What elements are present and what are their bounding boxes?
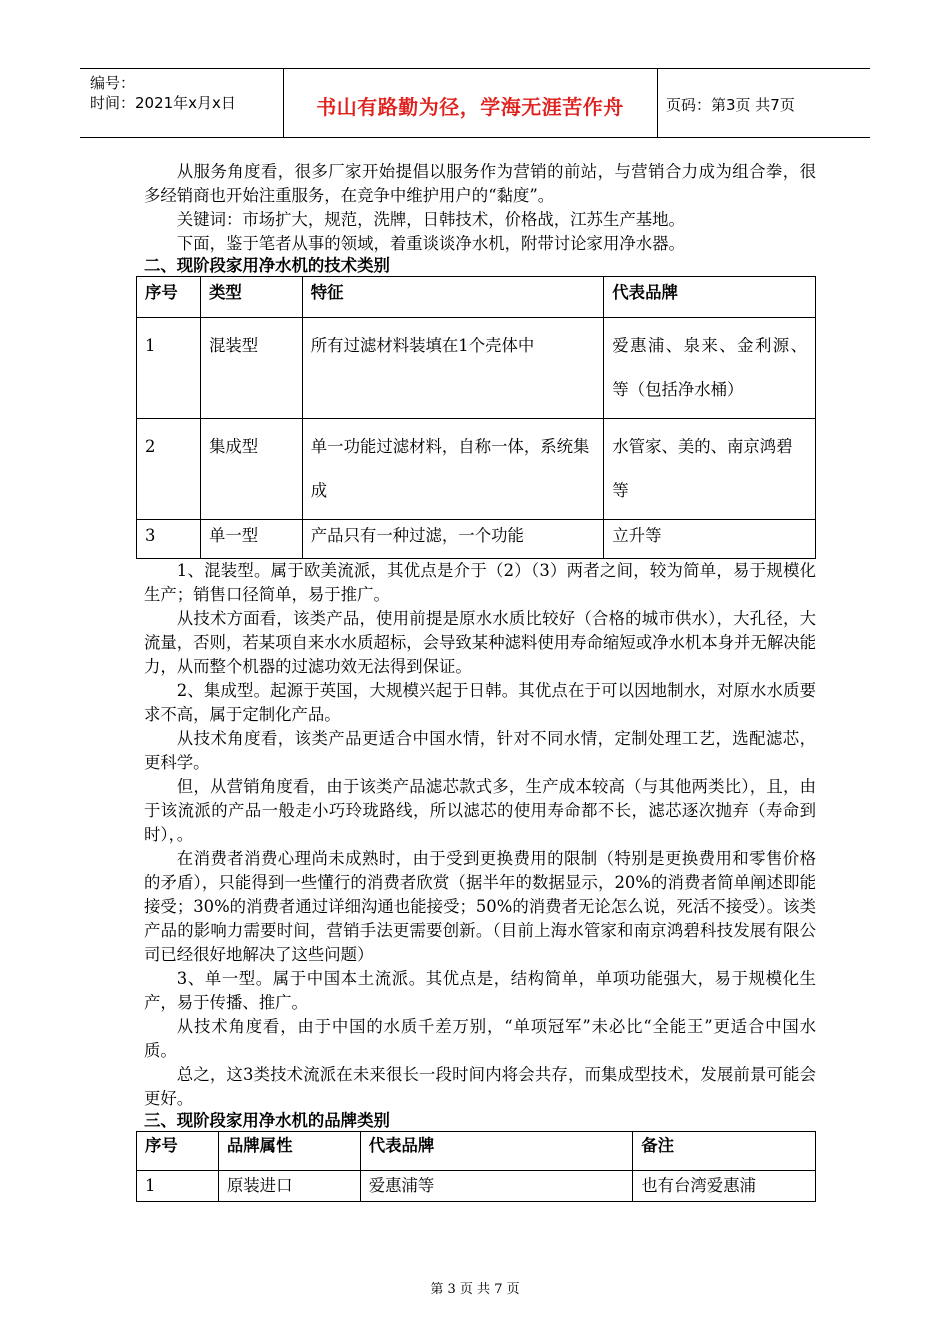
brand-table (136, 1131, 816, 1202)
table-row (137, 520, 816, 559)
tech-table (136, 276, 816, 559)
document-body (144, 160, 816, 1202)
table-row (137, 1171, 816, 1202)
paragraph: 从技术方面看，该类产品，使用前提是原水水质比较好（合格的城市供水），大孔径，大流量，否则，若某项自来水水质超标，会导致某种滤料使用寿命缩短或净水机本身并无解决能力，从而整个机器的过滤功效无法得到保证。 (144, 609, 817, 676)
time-label: 时间：2021年x月x日 (90, 94, 236, 112)
table-cell: 2 (137, 419, 201, 520)
table-header-cell: 品牌属性 (218, 1132, 360, 1171)
header-page-cell (658, 69, 870, 137)
table-row (137, 318, 816, 419)
paragraph: 从服务角度看，很多厂家开始提倡以服务作为营销的前站，与营销合力成为组合拳，很多经销商也开始注重服务，在竞争中维护用户的“黏度”。 (144, 162, 816, 205)
page-footer: 第 3 页 共 7 页 (430, 1282, 520, 1297)
paragraph: 在消费者消费心理尚未成熟时，由于受到更换费用的限制（特别是更换费用和零售价格的矛盾），只能得到一些懂行的消费者欣赏（据半年的数据显示，20%的消费者简单阐述即能接受；30%的消费者通过详细沟通也能接受；50%的消费者无论怎么说，死活不接受）。该类产品的影响力需要时间，营销手法更需要创新。（目前上海水管家和南京鸿碧科技发展有限公司已经很好地解决了这些问题） (144, 849, 816, 964)
table-cell: 1 (137, 318, 201, 419)
page-label: 页码：第3页 共7页 (666, 96, 795, 114)
paragraph: 但，从营销角度看，由于该类产品滤芯款式多，生产成本较高（与其他两类比），且，由于该流派的产品一般走小巧玲珑路线，所以滤芯的使用寿命都不长，滤芯逐次抛弃（寿命到时），。 (144, 777, 816, 844)
table-cell: 水管家、美的、南京鸿碧等 (604, 419, 816, 520)
code-label: 编号： (90, 74, 136, 92)
table-row (137, 419, 816, 520)
table-header-cell: 备注 (633, 1132, 816, 1171)
header-meta-cell (80, 69, 284, 137)
header-motto-cell (283, 69, 658, 137)
table-cell: 混装型 (200, 318, 302, 419)
section-title: 二、现阶段家用净水机的技术类别 (144, 256, 390, 275)
table-header-row (137, 277, 816, 318)
paragraph: 下面，鉴于笔者从事的领域，着重谈谈净水机，附带讨论家用净水器。 (176, 234, 685, 253)
table-cell: 集成型 (200, 419, 302, 520)
table-cell: 所有过滤材料装填在1个壳体中 (302, 318, 604, 419)
section-title: 三、现阶段家用净水机的品牌类别 (144, 1111, 390, 1130)
table-cell: 1 (137, 1171, 219, 1202)
paragraph: 关键词：市场扩大，规范，洗牌，日韩技术，价格战，江苏生产基地。 (176, 210, 685, 229)
table-header-cell: 类型 (200, 277, 302, 318)
table-cell: 立升等 (604, 520, 816, 559)
paragraph: 从技术角度看，由于中国的水质千差万别，“单项冠军”未必比“全能王”更适合中国水质。 (144, 1017, 816, 1060)
table-header-cell: 序号 (137, 1132, 219, 1171)
table-cell: 3 (137, 520, 201, 559)
table-cell: 爱惠浦、泉来、金利源、等（包括净水桶） (604, 318, 816, 419)
motto: 书山有路勤为径，学海无涯苦作舟 (316, 95, 624, 119)
table-header-row (137, 1132, 816, 1171)
table-header-cell: 特征 (302, 277, 604, 318)
table-cell: 原装进口 (218, 1171, 360, 1202)
paragraph: 1、混装型。属于欧美流派，其优点是介于（2）（3）两者之间，较为简单，易于规模化生产；销售口径简单，易于推广。 (144, 561, 816, 604)
table-cell: 也有台湾爱惠浦 (633, 1171, 816, 1202)
table-header-cell: 序号 (137, 277, 201, 318)
paragraph: 总之，这3类技术流派在未来很长一段时间内将会共存，而集成型技术，发展前景可能会更好。 (144, 1065, 816, 1108)
paragraph: 从技术角度看，该类产品更适合中国水情，针对不同水情，定制处理工艺，选配滤芯，更科学。 (144, 729, 816, 772)
paragraph: 2、集成型。起源于英国，大规模兴起于日韩。其优点在于可以因地制水，对原水水质要求不高，属于定制化产品。 (144, 681, 816, 724)
table-cell: 产品只有一种过滤，一个功能 (302, 520, 604, 559)
table-cell: 单一功能过滤材料，自称一体，系统集成 (302, 419, 604, 520)
table-header-cell: 代表品牌 (360, 1132, 633, 1171)
paragraph: 3、单一型。属于中国本土流派。其优点是，结构简单，单项功能强大，易于规模化生产，易于传播、推广。 (144, 969, 816, 1012)
table-header-cell: 代表品牌 (604, 277, 816, 318)
table-cell: 爱惠浦等 (360, 1171, 633, 1202)
table-cell: 单一型 (200, 520, 302, 559)
page-header (80, 68, 870, 138)
